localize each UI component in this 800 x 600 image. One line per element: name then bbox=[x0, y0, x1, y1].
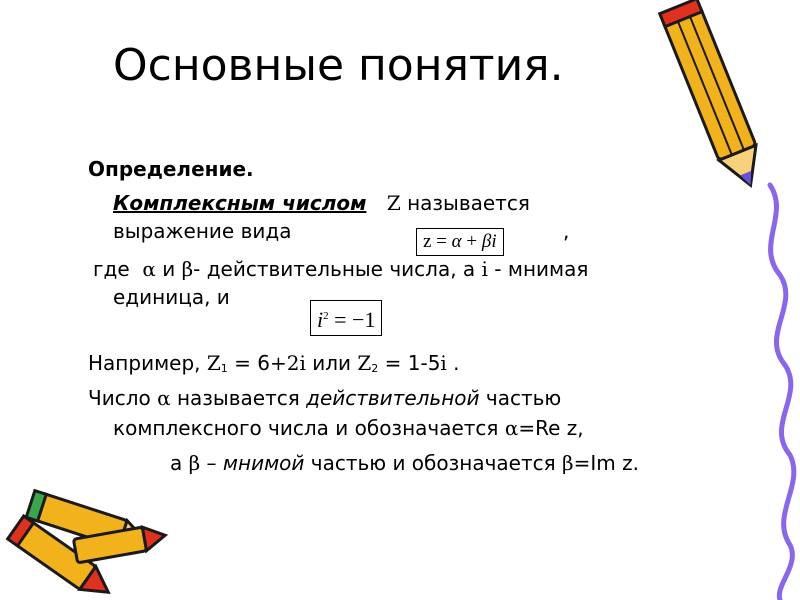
rp-w3: частью bbox=[479, 386, 562, 410]
z2-symbol: Z bbox=[357, 351, 372, 375]
ip-w3: Im z. bbox=[590, 451, 639, 475]
imag-part-line bbox=[170, 450, 639, 476]
definition-line-1 bbox=[113, 190, 530, 216]
example-dot: . bbox=[446, 351, 460, 375]
ip-beta2: β bbox=[562, 451, 574, 475]
ip-w1: а bbox=[170, 451, 189, 475]
formula-plus: + bbox=[461, 231, 482, 252]
pencil-icon bbox=[660, 0, 769, 193]
ip-dash: – bbox=[200, 451, 223, 475]
z1-symbol: Z bbox=[206, 351, 221, 375]
line1-text: называется bbox=[400, 191, 530, 215]
example-i: i bbox=[440, 351, 447, 375]
rp-italic: действительной bbox=[306, 386, 480, 410]
comma: , bbox=[563, 219, 570, 243]
formula-z-lhs: z = bbox=[423, 231, 452, 252]
example-line bbox=[88, 350, 460, 382]
alpha-symbol: α bbox=[142, 257, 156, 281]
formula-z bbox=[416, 228, 504, 256]
example-w1: Например, bbox=[88, 351, 207, 375]
rp2-w1: комплексного числа и обозначается bbox=[113, 416, 505, 440]
ip-beta: β bbox=[188, 451, 201, 475]
definition-heading: Определение. bbox=[88, 157, 254, 181]
formula-beta: β bbox=[481, 231, 492, 252]
example-eq2: = 1-5 bbox=[378, 351, 441, 375]
definition-line-2: выражение вида bbox=[113, 219, 292, 243]
crayons-icon bbox=[8, 491, 168, 600]
line3-w3: - действительные числа, а bbox=[193, 257, 482, 281]
formula2-exp: 2 bbox=[323, 310, 329, 322]
rp-w1: Число bbox=[88, 386, 158, 410]
definition-line-3 bbox=[93, 256, 588, 282]
beta-symbol: β bbox=[181, 257, 194, 281]
line3-w2: и bbox=[155, 257, 182, 281]
rp2-eq: = bbox=[518, 416, 536, 440]
definition-line-4: единица, и bbox=[113, 285, 230, 309]
rp-w2: называется bbox=[170, 386, 307, 410]
example-w2: или bbox=[305, 351, 358, 375]
formula2-i: i bbox=[317, 307, 324, 332]
rp2-w2: Re z, bbox=[535, 416, 584, 440]
slide-title: Основные понятия. bbox=[113, 40, 564, 91]
real-part-line-2 bbox=[113, 415, 584, 441]
formula-alpha: α bbox=[451, 231, 462, 252]
squiggle-line bbox=[770, 185, 794, 600]
example-2i: +2i bbox=[269, 351, 306, 375]
i-symbol: i bbox=[481, 257, 488, 281]
example-eq1: = 6 bbox=[227, 351, 270, 375]
var-z: Z bbox=[386, 191, 401, 215]
line3-w4: - мнимая bbox=[487, 257, 589, 281]
z1-sub: 1 bbox=[220, 362, 228, 375]
z2-sub: 2 bbox=[371, 362, 379, 375]
formula-i-squared bbox=[310, 300, 382, 336]
rp2-alpha: α bbox=[504, 416, 519, 440]
ip-eq: = bbox=[573, 451, 591, 475]
ip-italic: мнимой bbox=[222, 451, 305, 475]
real-part-line-1 bbox=[88, 385, 561, 411]
ip-w2: частью и обозначается bbox=[304, 451, 562, 475]
formula2-rest: = −1 bbox=[328, 307, 376, 332]
rp-alpha: α bbox=[157, 386, 171, 410]
line3-w1: где bbox=[93, 257, 130, 281]
formula-i: i bbox=[491, 231, 497, 252]
term-complex-number: Комплексным числом bbox=[113, 191, 367, 215]
